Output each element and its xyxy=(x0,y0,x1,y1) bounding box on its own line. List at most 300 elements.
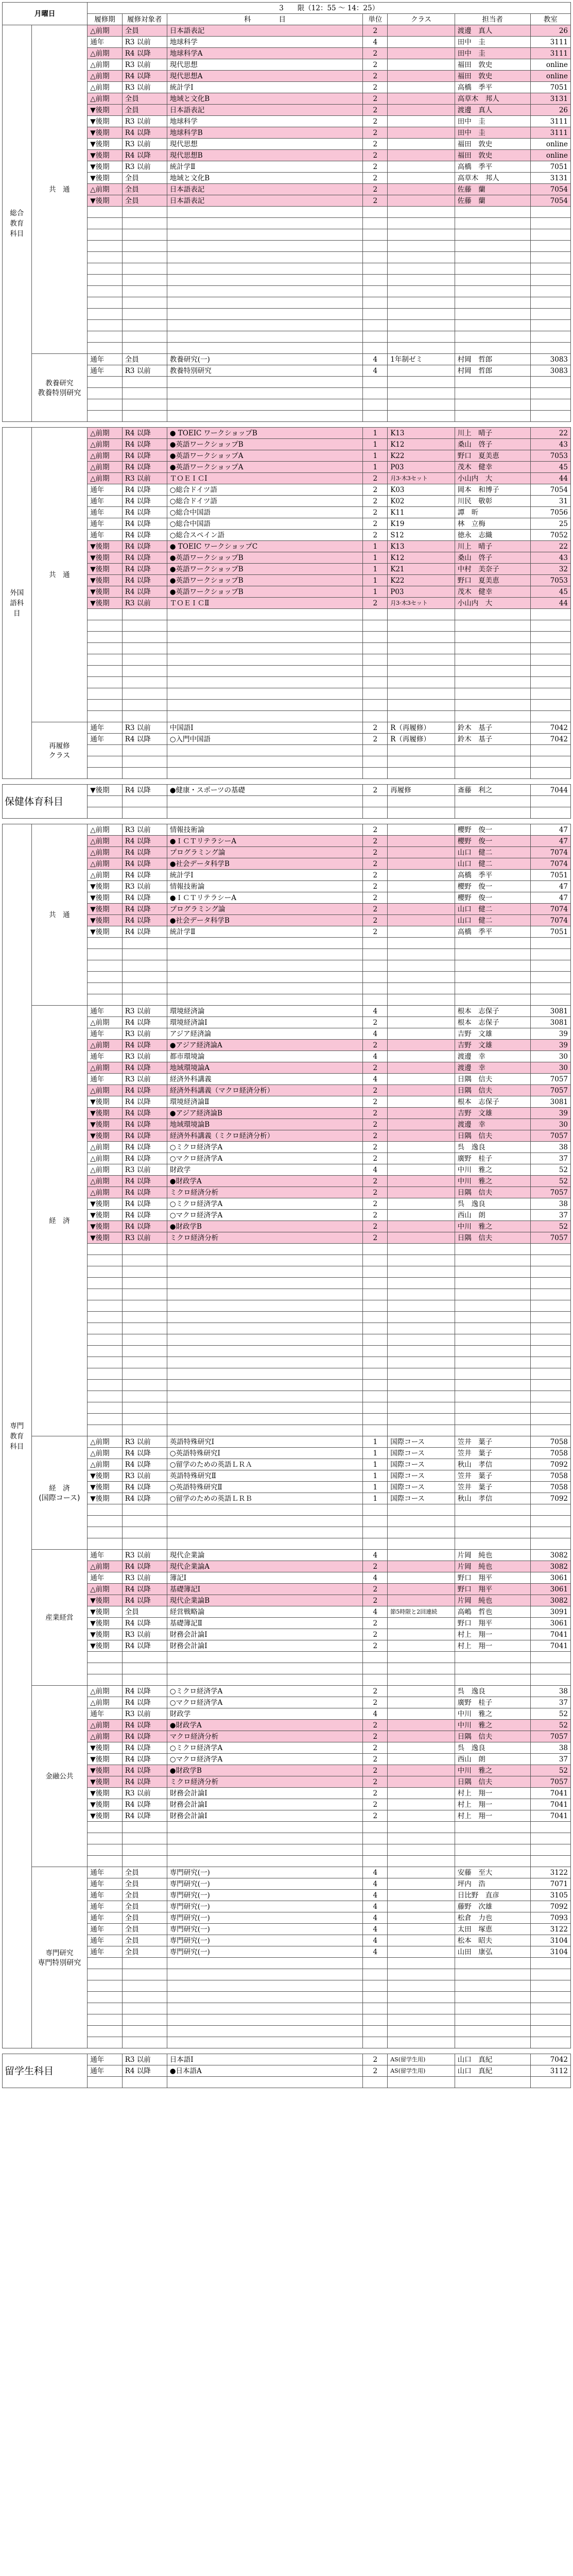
cell-subject: ○ミクロ経済学A xyxy=(167,1142,363,1153)
cell-room: 47 xyxy=(530,881,570,892)
col-room: 教室 xyxy=(530,14,570,25)
cell-teacher xyxy=(455,343,530,354)
cell-term: △前期 xyxy=(88,1040,122,1051)
cell-target: R4 以降 xyxy=(122,150,167,161)
cell-target: 全員 xyxy=(122,93,167,105)
cell-term: △前期 xyxy=(88,25,122,37)
cell-target xyxy=(122,399,167,411)
cell-class: K19 xyxy=(388,518,455,530)
cell-units: 4 xyxy=(363,1912,388,1924)
cell-subject xyxy=(167,1652,363,1663)
cell-class xyxy=(388,1550,455,1561)
cell-units xyxy=(363,1402,388,1414)
cell-target xyxy=(122,2037,167,2048)
table-row xyxy=(3,1380,571,1391)
cell-subject xyxy=(167,1833,363,1844)
cell-teacher: 日隅 信夫 xyxy=(455,1232,530,1244)
cell-room: 7053 xyxy=(530,450,570,462)
cell-units: 2 xyxy=(363,1640,388,1652)
table-row xyxy=(3,1584,571,1595)
cell-term xyxy=(88,1504,122,1516)
cell-class xyxy=(388,116,455,127)
cell-units xyxy=(363,1822,388,1833)
cell-units: 2 xyxy=(363,2054,388,2065)
cell-room xyxy=(530,654,570,666)
cell-teacher xyxy=(455,1266,530,1278)
table-row xyxy=(3,892,571,904)
cell-target xyxy=(122,207,167,218)
cell-room xyxy=(530,309,570,320)
cell-units: 4 xyxy=(363,1572,388,1584)
cell-term xyxy=(88,1516,122,1527)
cell-class xyxy=(388,1799,455,1810)
table-row xyxy=(3,598,571,609)
table-row xyxy=(3,1119,571,1130)
cell-units: 2 xyxy=(363,1584,388,1595)
cell-class xyxy=(388,938,455,949)
table-row xyxy=(3,796,571,807)
cell-teacher xyxy=(455,1357,530,1368)
cell-subject xyxy=(167,1992,363,2003)
cell-target: R4 以降 xyxy=(122,1210,167,1221)
cell-target xyxy=(122,1674,167,1686)
cell-room: 3061 xyxy=(530,1618,570,1629)
cell-room: 30 xyxy=(530,1051,570,1062)
table-row xyxy=(3,1561,571,1572)
cell-teacher: 村岡 哲郎 xyxy=(455,354,530,365)
cell-units: 1 xyxy=(363,1436,388,1448)
cell-subject: 地域と文化B xyxy=(167,93,363,105)
cell-teacher xyxy=(455,1856,530,1867)
cell-room: 7057 xyxy=(530,1232,570,1244)
cell-subject xyxy=(167,1312,363,1323)
cell-room: 3082 xyxy=(530,1550,570,1561)
cell-class xyxy=(388,1051,455,1062)
cell-class: K11 xyxy=(388,507,455,518)
cell-target: R4 以降 xyxy=(122,1198,167,1210)
cell-units: 2 xyxy=(363,1040,388,1051)
cell-room xyxy=(530,807,570,819)
cell-term: △前期 xyxy=(88,71,122,82)
cell-teacher xyxy=(455,1255,530,1266)
cell-term: △前期 xyxy=(88,1436,122,1448)
cell-units: 2 xyxy=(363,473,388,484)
cell-term xyxy=(88,1844,122,1856)
cell-term xyxy=(88,1278,122,1289)
cell-room: 7041 xyxy=(530,1640,570,1652)
cell-room: 45 xyxy=(530,586,570,598)
cell-term xyxy=(88,768,122,779)
cell-units xyxy=(363,1516,388,1527)
cell-target xyxy=(122,1822,167,1833)
cell-class xyxy=(388,915,455,926)
cell-target: R4 以降 xyxy=(122,1221,167,1232)
cell-term xyxy=(88,252,122,263)
cell-class xyxy=(388,1822,455,1833)
cell-units: 2 xyxy=(363,1788,388,1799)
table-row xyxy=(3,1470,571,1482)
cell-subject xyxy=(167,275,363,286)
cell-target: R4 以降 xyxy=(122,1108,167,1119)
cell-class xyxy=(388,1708,455,1720)
cell-term: △前期 xyxy=(88,824,122,836)
cell-target: 全員 xyxy=(122,105,167,116)
cell-subject xyxy=(167,1391,363,1402)
cell-room xyxy=(530,609,570,620)
cell-teacher: 松倉 力也 xyxy=(455,1912,530,1924)
cell-room xyxy=(530,207,570,218)
cell-target xyxy=(122,331,167,343)
cell-subject xyxy=(167,1323,363,1334)
cell-room: 3081 xyxy=(530,1096,570,1108)
cell-teacher: 西山 朗 xyxy=(455,1210,530,1221)
cell-term: △前期 xyxy=(88,450,122,462)
cell-room: 44 xyxy=(530,473,570,484)
cell-term: ▼後期 xyxy=(88,892,122,904)
cell-class xyxy=(388,1187,455,1198)
cell-target: R3 以前 xyxy=(122,1074,167,1085)
cell-target xyxy=(122,218,167,229)
cell-subject xyxy=(167,643,363,654)
cell-term xyxy=(88,377,122,388)
group-label-text: 専門研究 xyxy=(45,1948,74,1957)
col-target: 履修対象者 xyxy=(122,14,167,25)
cell-term xyxy=(88,1391,122,1402)
cell-class: K02 xyxy=(388,496,455,507)
cell-subject: ●ＩＣＴリテラシーA xyxy=(167,836,363,847)
cell-class: K12 xyxy=(388,439,455,450)
cell-subject: ○マクロ経済学A xyxy=(167,1210,363,1221)
cell-units: 2 xyxy=(363,484,388,496)
cell-units: 2 xyxy=(363,1085,388,1096)
cell-teacher: 笠井 葉子 xyxy=(455,1436,530,1448)
cell-class xyxy=(388,1844,455,1856)
cell-subject xyxy=(167,1414,363,1425)
cell-teacher: 坪内 浩 xyxy=(455,1878,530,1890)
cell-room xyxy=(530,1504,570,1516)
cell-target: R4 以降 xyxy=(122,1130,167,1142)
group-label-text: 産業経営 xyxy=(45,1613,74,1622)
cell-room xyxy=(530,796,570,807)
cell-term xyxy=(88,609,122,620)
cell-term: △前期 xyxy=(88,439,122,450)
cell-units xyxy=(363,620,388,632)
cell-class xyxy=(388,1255,455,1266)
cell-subject: 日本語表記 xyxy=(167,105,363,116)
cell-target xyxy=(122,745,167,756)
table-row xyxy=(3,1606,571,1618)
cell-class xyxy=(388,1198,455,1210)
cell-subject xyxy=(167,377,363,388)
cell-room: 7057 xyxy=(530,1187,570,1198)
cell-term: △前期 xyxy=(88,1584,122,1595)
cell-room: 43 xyxy=(530,552,570,564)
cell-units: 2 xyxy=(363,1765,388,1776)
cell-teacher: 茂木 健幸 xyxy=(455,462,530,473)
cell-target: 全員 xyxy=(122,1935,167,1946)
cell-target: 全員 xyxy=(122,1867,167,1878)
cell-units: 2 xyxy=(363,858,388,870)
cell-room xyxy=(530,252,570,263)
cell-teacher: 根本 志保子 xyxy=(455,1017,530,1028)
cell-term: △前期 xyxy=(88,1085,122,1096)
cell-teacher: 片岡 純也 xyxy=(455,1550,530,1561)
cell-teacher: 佐藤 蘭 xyxy=(455,184,530,195)
table-row xyxy=(3,37,571,48)
cell-class xyxy=(388,1810,455,1822)
cell-teacher: 日隅 信夫 xyxy=(455,1130,530,1142)
group-label xyxy=(31,354,88,422)
cell-subject: 財務会計論Ⅰ xyxy=(167,1810,363,1822)
cell-term: 通年 xyxy=(88,1006,122,1017)
cell-subject: ● TOEIC ワークショップB xyxy=(167,428,363,439)
table-row xyxy=(3,1686,571,1697)
cell-class xyxy=(388,983,455,994)
table-row xyxy=(3,1504,571,1516)
cell-room: 7092 xyxy=(530,1901,570,1912)
cell-room xyxy=(530,983,570,994)
table-row xyxy=(3,473,571,484)
cell-class xyxy=(388,2077,455,2088)
cell-teacher xyxy=(455,1312,530,1323)
cell-units xyxy=(363,1368,388,1380)
cell-room xyxy=(530,1414,570,1425)
cell-term xyxy=(88,1300,122,1312)
cell-units: 2 xyxy=(363,1062,388,1074)
cell-room: 7057 xyxy=(530,1776,570,1788)
cell-teacher: 福田 敦史 xyxy=(455,150,530,161)
cell-teacher xyxy=(455,1402,530,1414)
table-row xyxy=(3,1402,571,1414)
cell-class xyxy=(388,286,455,297)
cell-subject: ○総合中国語 xyxy=(167,507,363,518)
table-row xyxy=(3,1742,571,1754)
cell-teacher: 櫻野 俊一 xyxy=(455,892,530,904)
cell-room: 47 xyxy=(530,836,570,847)
cell-units xyxy=(363,1357,388,1368)
cell-term xyxy=(88,275,122,286)
cell-target: 全員 xyxy=(122,195,167,207)
cell-units: 2 xyxy=(363,881,388,892)
cell-term xyxy=(88,983,122,994)
cell-units: 4 xyxy=(363,1606,388,1618)
cell-target: R4 以降 xyxy=(122,1731,167,1742)
table-row xyxy=(3,722,571,734)
cell-units xyxy=(363,229,388,241)
cell-units: 2 xyxy=(363,59,388,71)
cell-units: 1 xyxy=(363,541,388,552)
cell-target xyxy=(122,1266,167,1278)
cell-term xyxy=(88,1969,122,1980)
cell-subject: ●英語ワークショップB xyxy=(167,564,363,575)
cell-room: 37 xyxy=(530,1754,570,1765)
cell-units xyxy=(363,1538,388,1550)
cell-subject: 都市環境論 xyxy=(167,1051,363,1062)
table-row xyxy=(3,116,571,127)
cell-term: △前期 xyxy=(88,1720,122,1731)
table-row xyxy=(3,620,571,632)
cell-target: R4 以降 xyxy=(122,462,167,473)
cell-term: △前期 xyxy=(88,59,122,71)
cell-units xyxy=(363,297,388,309)
cell-target: R4 以降 xyxy=(122,541,167,552)
cell-teacher xyxy=(455,411,530,422)
table-row xyxy=(3,541,571,552)
cell-target xyxy=(122,1244,167,1255)
cell-target: R4 以降 xyxy=(122,1595,167,1606)
cell-teacher xyxy=(455,229,530,241)
cell-teacher xyxy=(455,1244,530,1255)
table-row xyxy=(3,343,571,354)
table-row xyxy=(3,1674,571,1686)
table-row xyxy=(3,1980,571,1992)
cell-teacher xyxy=(455,994,530,1006)
cell-subject xyxy=(167,745,363,756)
cell-class xyxy=(388,677,455,688)
cell-units: 2 xyxy=(363,127,388,139)
cell-class xyxy=(388,1754,455,1765)
cell-term xyxy=(88,1334,122,1346)
cell-teacher xyxy=(455,252,530,263)
cell-target: R4 以降 xyxy=(122,1459,167,1470)
cell-term: ▼後期 xyxy=(88,1130,122,1142)
cell-teacher xyxy=(455,960,530,972)
cell-class xyxy=(388,858,455,870)
table-row xyxy=(3,309,571,320)
cell-units xyxy=(363,2026,388,2037)
cell-teacher: 鈴木 基子 xyxy=(455,734,530,745)
spacer-cell xyxy=(3,819,571,824)
cell-room: 39 xyxy=(530,1028,570,1040)
cell-subject: 教養特別研究 xyxy=(167,365,363,377)
table-row xyxy=(3,1799,571,1810)
cell-target: R3 以前 xyxy=(122,1470,167,1482)
table-row xyxy=(3,1334,571,1346)
table-row xyxy=(3,1878,571,1890)
cell-class xyxy=(388,1595,455,1606)
cell-room: 31 xyxy=(530,496,570,507)
cell-room: 7053 xyxy=(530,575,570,586)
cell-teacher: 岡本 和博子 xyxy=(455,484,530,496)
cell-term: ▼後期 xyxy=(88,150,122,161)
cell-subject: ●英語ワークショップB xyxy=(167,439,363,450)
cell-class xyxy=(388,1572,455,1584)
cell-subject: 財務会計論Ⅰ xyxy=(167,1788,363,1799)
cell-room xyxy=(530,377,570,388)
group-label xyxy=(31,1436,88,1550)
cell-room xyxy=(530,1346,570,1357)
table-row xyxy=(3,1176,571,1187)
table-row xyxy=(3,1164,571,1176)
cell-teacher: 片岡 純也 xyxy=(455,1595,530,1606)
table-row xyxy=(3,870,571,881)
table-row xyxy=(3,82,571,93)
cell-subject xyxy=(167,632,363,643)
cell-room xyxy=(530,972,570,983)
cell-class xyxy=(388,1584,455,1595)
cell-target: R4 以降 xyxy=(122,1810,167,1822)
cell-class xyxy=(388,1153,455,1164)
table-row xyxy=(3,275,571,286)
cell-room xyxy=(530,1822,570,1833)
cell-room xyxy=(530,275,570,286)
cell-subject: ●日本語A xyxy=(167,2065,363,2077)
cell-term: ▼後期 xyxy=(88,1482,122,1493)
cell-term: 通年 xyxy=(88,1572,122,1584)
cell-teacher: 譚 昕 xyxy=(455,507,530,518)
cell-term: 通年 xyxy=(88,37,122,48)
cell-subject xyxy=(167,286,363,297)
cell-subject: 英語特殊研究Ⅱ xyxy=(167,1470,363,1482)
cell-teacher xyxy=(455,1992,530,2003)
cell-teacher: 笠井 葉子 xyxy=(455,1482,530,1493)
cell-room xyxy=(530,620,570,632)
cell-subject: 現代思想 xyxy=(167,139,363,150)
cell-room xyxy=(530,1980,570,1992)
cell-target: 全員 xyxy=(122,354,167,365)
group-label-text: 共 通 xyxy=(49,910,70,919)
section-spacer xyxy=(3,819,571,824)
cell-room: 7092 xyxy=(530,1459,570,1470)
cell-class xyxy=(388,1119,455,1130)
cell-units xyxy=(363,286,388,297)
cell-class xyxy=(388,1278,455,1289)
cell-teacher: 中川 雅之 xyxy=(455,1708,530,1720)
cell-term: ▼後期 xyxy=(88,173,122,184)
cell-target xyxy=(122,711,167,722)
table-row xyxy=(3,1006,571,1017)
cell-target: R3 以前 xyxy=(122,1164,167,1176)
cell-target xyxy=(122,796,167,807)
table-row xyxy=(3,2003,571,2014)
table-row xyxy=(3,2026,571,2037)
cell-room: 52 xyxy=(530,1720,570,1731)
cell-target xyxy=(122,252,167,263)
cell-class xyxy=(388,1504,455,1516)
cell-target: R4 以降 xyxy=(122,847,167,858)
table-row xyxy=(3,1459,571,1470)
cell-term xyxy=(88,756,122,768)
cell-target: R3 以前 xyxy=(122,1788,167,1799)
cell-room xyxy=(530,1958,570,1969)
cell-room xyxy=(530,949,570,960)
cell-units: 1 xyxy=(363,564,388,575)
cell-room xyxy=(530,1278,570,1289)
table-row xyxy=(3,1482,571,1493)
cell-class: AS(留学生用) xyxy=(388,2054,455,2065)
cell-room: 52 xyxy=(530,1708,570,1720)
cell-class xyxy=(388,1346,455,1357)
table-row xyxy=(3,93,571,105)
cell-target xyxy=(122,1538,167,1550)
cell-teacher: 櫻野 俊一 xyxy=(455,881,530,892)
cell-units: 1 xyxy=(363,428,388,439)
cell-class: P03 xyxy=(388,586,455,598)
cell-subject: ○入門中国語 xyxy=(167,734,363,745)
col-units: 単位 xyxy=(363,14,388,25)
cell-room: 7074 xyxy=(530,915,570,926)
cell-teacher xyxy=(455,1334,530,1346)
table-row xyxy=(3,1618,571,1629)
cell-teacher: 村上 翔一 xyxy=(455,1799,530,1810)
cell-class xyxy=(388,711,455,722)
cell-target: R4 以降 xyxy=(122,1482,167,1493)
cell-subject: 経営戦略論 xyxy=(167,1606,363,1618)
table-row xyxy=(3,218,571,229)
cell-teacher xyxy=(455,286,530,297)
cell-teacher: 山口 健二 xyxy=(455,858,530,870)
cell-class xyxy=(388,1867,455,1878)
